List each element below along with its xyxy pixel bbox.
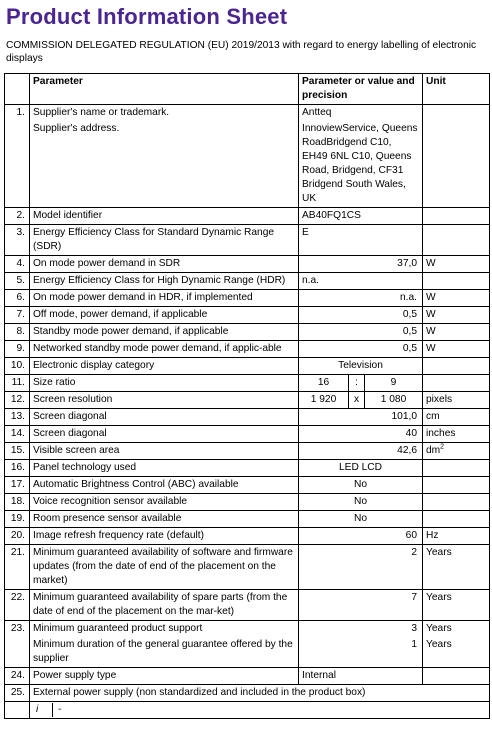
row-number: 21. — [5, 545, 30, 590]
parameter-value: Television — [299, 358, 423, 375]
parameter-value: Internal — [299, 668, 423, 685]
parameter-value: 42,6 — [299, 443, 423, 460]
parameter-value: 1 — [299, 637, 423, 668]
table-row — [5, 225, 490, 256]
ratio-separator: : — [349, 375, 365, 392]
parameter-label: Standby mode power demand, if applicable — [30, 324, 299, 341]
parameter-unit: W — [423, 341, 490, 358]
parameter-label: Energy Efficiency Class for High Dynamic Range (HDR) — [30, 273, 299, 290]
parameter-value: 40 — [299, 426, 423, 443]
table-row — [5, 511, 490, 528]
table-row — [5, 290, 490, 307]
resolution-height-value: 1 080 — [365, 392, 423, 409]
parameter-unit — [423, 460, 490, 477]
row-number: 2. — [5, 208, 30, 225]
parameter-label: Networked standby mode power demand, if applic-able — [30, 341, 299, 358]
table-row — [5, 590, 490, 621]
ratio-width-value: 16 — [299, 375, 349, 392]
parameter-value: No — [299, 494, 423, 511]
table-row — [5, 426, 490, 443]
table-row — [5, 358, 490, 375]
row-number: 17. — [5, 477, 30, 494]
parameter-value: 60 — [299, 528, 423, 545]
parameter-label: Energy Efficiency Class for Standard Dynamic Range (SDR) — [30, 225, 299, 256]
row-number: 9. — [5, 341, 30, 358]
parameter-unit: Years — [423, 637, 490, 668]
table-row — [5, 256, 490, 273]
row-number — [5, 121, 30, 208]
header-value: Parameter or value and precision — [299, 74, 423, 105]
parameter-label: Screen diagonal — [30, 409, 299, 426]
parameter-value: 0,5 — [299, 341, 423, 358]
parameter-value: E — [299, 225, 423, 256]
row-number: 15. — [5, 443, 30, 460]
parameter-label: Minimum duration of the general guarantee offered by the supplier — [30, 637, 299, 668]
parameter-label: On mode power demand in HDR, if implemented — [30, 290, 299, 307]
row-number: 10. — [5, 358, 30, 375]
parameter-value: 0,5 — [299, 307, 423, 324]
parameter-unit: W — [423, 290, 490, 307]
parameter-unit: Hz — [423, 528, 490, 545]
subitem-label: i — [33, 703, 53, 717]
parameter-unit: W — [423, 256, 490, 273]
table-row — [5, 545, 490, 590]
table-row — [5, 121, 490, 208]
row-number: 20. — [5, 528, 30, 545]
parameter-unit — [423, 443, 490, 460]
parameter-unit: Years — [423, 621, 490, 638]
row-number: 1. — [5, 105, 30, 122]
row-number: 18. — [5, 494, 30, 511]
parameter-unit — [423, 477, 490, 494]
parameter-value: n.a. — [299, 290, 423, 307]
header-parameter: Parameter — [30, 74, 299, 105]
row-number — [5, 637, 30, 668]
parameter-unit: Years — [423, 545, 490, 590]
subitem-value: - — [58, 704, 62, 715]
supplier-address-value: InnoviewService, Queens RoadBridgend C10, EH49 6NL C10, Queens Road, Bridgend, CF31 Bridgend South Wales, UK — [299, 121, 423, 208]
parameter-value: No — [299, 511, 423, 528]
product-info-table — [4, 73, 490, 719]
parameter-label: Electronic display category — [30, 358, 299, 375]
parameter-label: Supplier's name or trademark. — [30, 105, 299, 122]
parameter-unit — [423, 225, 490, 256]
table-row — [5, 375, 490, 392]
external-power-supply-subrow — [30, 702, 490, 719]
parameter-unit — [423, 494, 490, 511]
parameter-value: 2 — [299, 545, 423, 590]
parameter-label: Automatic Brightness Control (ABC) available — [30, 477, 299, 494]
table-row — [5, 685, 490, 702]
parameter-unit: Years — [423, 590, 490, 621]
row-number: 16. — [5, 460, 30, 477]
parameter-label: Minimum guaranteed availability of spare parts (from the date of end of the placement on the mar-ket) — [30, 590, 299, 621]
parameter-label: Panel technology used — [30, 460, 299, 477]
row-number: 25. — [5, 685, 30, 702]
parameter-value: LED LCD — [299, 460, 423, 477]
parameter-unit: inches — [423, 426, 490, 443]
row-number: 5. — [5, 273, 30, 290]
parameter-value: 3 — [299, 621, 423, 638]
row-number: 8. — [5, 324, 30, 341]
parameter-label: Model identifier — [30, 208, 299, 225]
row-number: 22. — [5, 590, 30, 621]
header-unit: Unit — [423, 74, 490, 105]
table-row — [5, 494, 490, 511]
page-title: Product Information Sheet — [6, 4, 288, 29]
table-row — [5, 273, 490, 290]
resolution-separator: x — [349, 392, 365, 409]
row-number: 12. — [5, 392, 30, 409]
table-row — [5, 409, 490, 426]
parameter-unit — [423, 208, 490, 225]
row-number: 7. — [5, 307, 30, 324]
parameter-unit — [423, 273, 490, 290]
row-number: 19. — [5, 511, 30, 528]
parameter-label: Minimum guaranteed product support — [30, 621, 299, 638]
parameter-value: 37,0 — [299, 256, 423, 273]
parameter-value: 0,5 — [299, 324, 423, 341]
regulation-subtitle: COMMISSION DELEGATED REGULATION (EU) 2019/2013 with regard to energy labelling of electronic displays — [6, 40, 477, 64]
table-row — [5, 460, 490, 477]
parameter-label: Off mode, power demand, if applicable — [30, 307, 299, 324]
parameter-unit — [423, 511, 490, 528]
row-number: 14. — [5, 426, 30, 443]
parameter-label: Screen resolution — [30, 392, 299, 409]
parameter-unit: pixels — [423, 392, 490, 409]
parameter-unit: cm — [423, 409, 490, 426]
header-number — [5, 74, 30, 105]
external-power-supply-label: External power supply (non standardized and included in the product box) — [30, 685, 490, 702]
table-row — [5, 528, 490, 545]
parameter-unit — [423, 121, 490, 208]
parameter-label: Supplier's address. — [30, 121, 299, 208]
parameter-label: On mode power demand in SDR — [30, 256, 299, 273]
parameter-label: Room presence sensor available — [30, 511, 299, 528]
table-row — [5, 105, 490, 122]
parameter-unit — [423, 358, 490, 375]
table-row — [5, 307, 490, 324]
row-number: 11. — [5, 375, 30, 392]
parameter-label: Visible screen area — [30, 443, 299, 460]
row-number: 4. — [5, 256, 30, 273]
parameter-value: 101,0 — [299, 409, 423, 426]
row-number: 3. — [5, 225, 30, 256]
table-row — [5, 702, 490, 719]
row-number: 23. — [5, 621, 30, 638]
parameter-label: Screen diagonal — [30, 426, 299, 443]
row-number: 13. — [5, 409, 30, 426]
parameter-value: Antteq — [299, 105, 423, 122]
parameter-label: Size ratio — [30, 375, 299, 392]
table-row — [5, 443, 490, 460]
row-number: 24. — [5, 668, 30, 685]
table-row — [5, 668, 490, 685]
parameter-unit — [423, 375, 490, 392]
parameter-unit: W — [423, 307, 490, 324]
parameter-value: 7 — [299, 590, 423, 621]
parameter-label: Power supply type — [30, 668, 299, 685]
parameter-unit — [423, 668, 490, 685]
resolution-width-value: 1 920 — [299, 392, 349, 409]
ratio-height-value: 9 — [365, 375, 423, 392]
table-row — [5, 637, 490, 668]
table-row — [5, 477, 490, 494]
unit-text: dm — [426, 445, 441, 456]
row-number — [5, 702, 30, 719]
table-row — [5, 341, 490, 358]
table-row — [5, 392, 490, 409]
parameter-label: Image refresh frequency rate (default) — [30, 528, 299, 545]
parameter-label: Minimum guaranteed availability of software and firmware updates (from the date of end of the placement on the market) — [30, 545, 299, 590]
table-row — [5, 208, 490, 225]
parameter-value: n.a. — [299, 273, 423, 290]
unit-superscript: 2 — [440, 443, 445, 451]
table-row — [5, 324, 490, 341]
parameter-unit: W — [423, 324, 490, 341]
table-row — [5, 621, 490, 638]
parameter-unit — [423, 105, 490, 122]
parameter-value: AB40FQ1CS — [299, 208, 423, 225]
row-number: 6. — [5, 290, 30, 307]
parameter-value: No — [299, 477, 423, 494]
parameter-label: Voice recognition sensor available — [30, 494, 299, 511]
table-header-row — [5, 74, 490, 105]
